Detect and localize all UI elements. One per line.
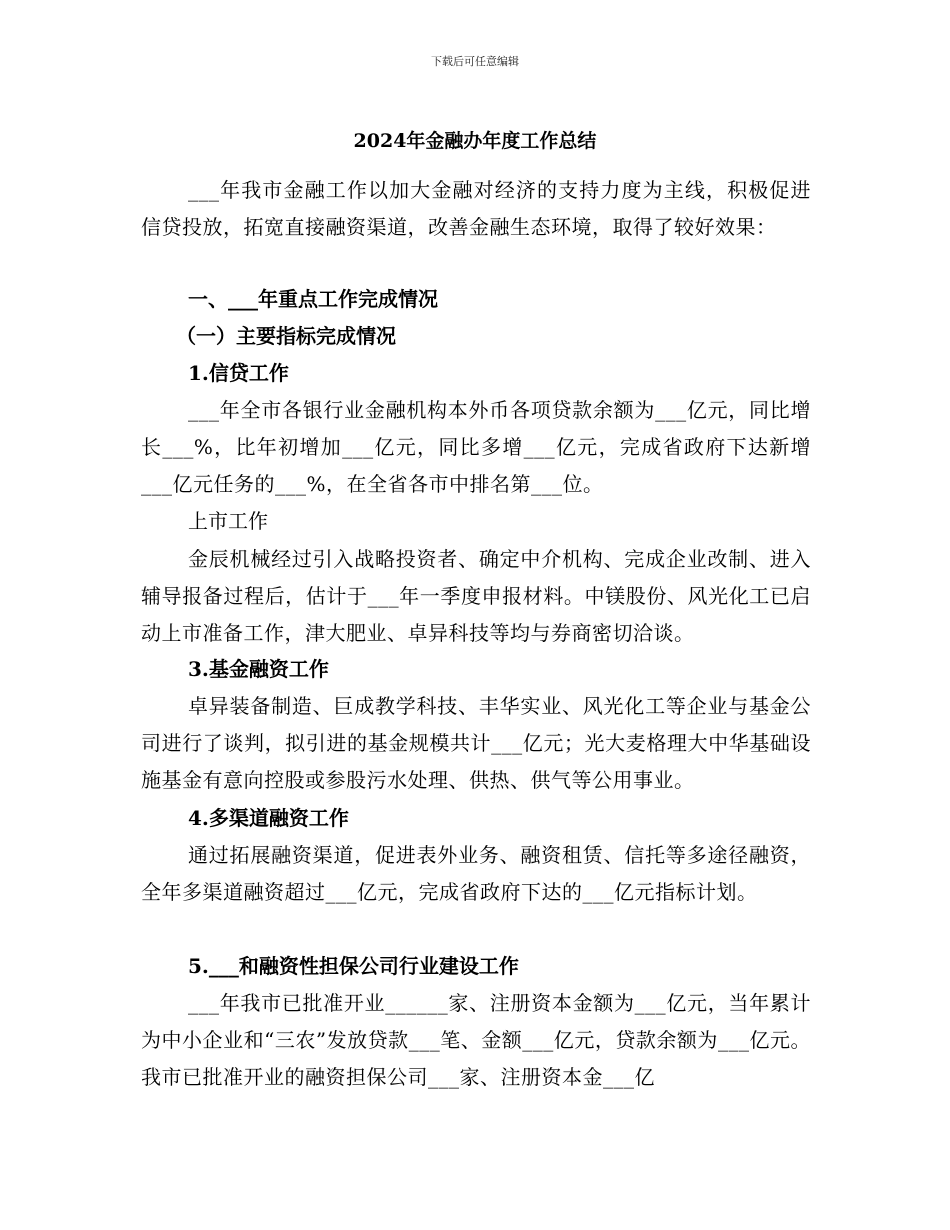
item-body-guarantee: ___年我市已批准开业______家、注册资本金额为___亿元，当年累计为中小企业和“三农”发放贷款___笔、金额___亿元，贷款余额为___亿元。我市已批准开业的融资担保公司___家、注册资本金___亿 [141, 991, 811, 1089]
item-heading-guarantee: 5.___和融资性担保公司行业建设工作 [188, 954, 519, 978]
item-heading-listing: 上市工作 [188, 509, 268, 533]
item-heading-multichannel: 4.多渠道融资工作 [188, 806, 349, 830]
item-body-multichannel: 通过拓展融资渠道，促进表外业务、融资租赁、信托等多途径融资，全年多渠道融资超过___亿元，完成省政府下达的___亿元指标计划。 [141, 843, 811, 904]
item-heading-credit: 1.信贷工作 [188, 361, 289, 385]
item-heading-fund: 3.基金融资工作 [188, 657, 329, 681]
item-body-fund: 卓异装备制造、巨成教学科技、丰华实业、风光化工等企业与基金公司进行了谈判，拟引进的基金规模共计___亿元；光大麦格理大中华基础设施基金有意向控股或参股污水处理、供热、供气等公用事业。 [141, 694, 811, 792]
item-body-listing: 金辰机械经过引入战略投资者、确定中介机构、完成企业改制、进入辅导报备过程后，估计于___年一季度申报材料。中镁股份、风光化工已启动上市准备工作，津大肥业、卓异科技等均与券商密切洽谈。 [141, 547, 811, 645]
document-title: 2024年金融办年度工作总结 [353, 130, 597, 152]
intro-paragraph: ___年我市金融工作以加大金融对经济的支持力度为主线，积极促进信贷投放，拓宽直接融资渠道，改善金融生态环境，取得了较好效果： [141, 178, 811, 239]
item-body-credit: ___年全市各银行业金融机构本外币各项贷款余额为___亿元，同比增长___%，比年初增加___亿元，同比多增___亿元，完成省政府下达新增___亿元任务的___%，在全省各市中排名第___位。 [141, 398, 811, 496]
section-heading: 一、___年重点工作完成情况 [188, 287, 438, 311]
page-header: 下载后可任意编辑 [431, 55, 519, 68]
subsection-heading: （一）主要指标完成情况 [176, 324, 396, 348]
